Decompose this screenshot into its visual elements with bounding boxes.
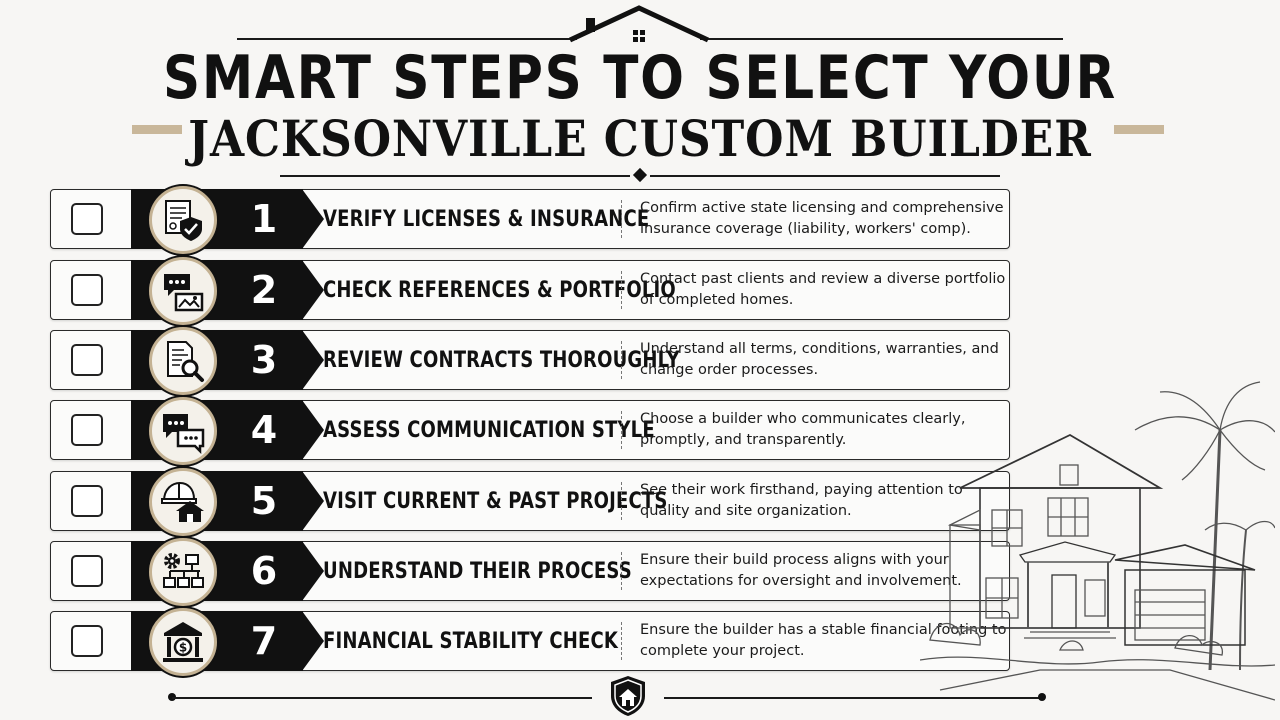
step-description: Ensure the builder has a stable financial footing to complete your project. <box>640 622 1007 659</box>
gear-flowchart-icon <box>149 538 217 606</box>
band-arrow <box>302 541 324 601</box>
step-number: 1 <box>250 197 278 241</box>
document-magnifier-icon <box>149 327 217 395</box>
step-description: Ensure their build process aligns with your expectations for oversight and involvement. <box>640 552 962 589</box>
step-title: VERIFY LICENSES & INSURANCE <box>323 207 650 232</box>
page-title-line1: SMART STEPS TO SELECT YOUR <box>163 43 1117 113</box>
step-title: REVIEW CONTRACTS THOROUGHLY <box>323 348 680 373</box>
step-checkbox[interactable] <box>71 344 103 376</box>
dashed-divider <box>621 271 622 309</box>
step-checkbox[interactable] <box>71 414 103 446</box>
step-number: 4 <box>250 408 278 452</box>
diamond-ornament <box>633 168 647 182</box>
step-row <box>50 400 1010 460</box>
step-row <box>50 541 1010 601</box>
step-number: 3 <box>250 338 278 382</box>
step-description: See their work firsthand, paying attention to quality and site organization. <box>640 482 963 519</box>
step-title: ASSESS COMMUNICATION STYLE <box>323 418 655 443</box>
footer-rule-right <box>664 697 1040 699</box>
footer-rule-left <box>172 697 592 699</box>
subtitle-rule-right <box>650 175 1000 177</box>
house-shield-icon <box>608 674 648 718</box>
step-description: Confirm active state licensing and comprehensive insurance coverage (liability, workers' comp). <box>640 200 1004 237</box>
step-checkbox[interactable] <box>71 555 103 587</box>
step-number: 5 <box>250 479 278 523</box>
band-arrow <box>302 611 324 671</box>
bank-dollar-icon <box>149 608 217 676</box>
step-title: CHECK REFERENCES & PORTFOLIO <box>323 278 676 303</box>
header-rule-right <box>700 38 1063 40</box>
step-checkbox[interactable] <box>71 203 103 235</box>
band-arrow <box>302 189 324 249</box>
step-description: Understand all terms, conditions, warranties, and change order processes. <box>640 341 999 378</box>
house-roof-icon <box>562 4 716 48</box>
footer-dot-right <box>1038 693 1046 701</box>
step-description: Choose a builder who communicates clearly, promptly, and transparently. <box>640 411 966 448</box>
step-number: 7 <box>250 619 278 663</box>
page-title-line2: JACKSONVILLE CUSTOM BUILDER <box>188 109 1092 168</box>
step-row <box>50 330 1010 390</box>
step-checkbox[interactable] <box>71 625 103 657</box>
certificate-shield-icon <box>149 186 217 254</box>
band-arrow <box>302 471 324 531</box>
step-row <box>50 189 1010 249</box>
speech-bubbles-icon <box>149 397 217 465</box>
step-checkbox[interactable] <box>71 485 103 517</box>
step-title: VISIT CURRENT & PAST PROJECTS <box>323 489 668 514</box>
dashed-divider <box>621 622 622 660</box>
dashed-divider <box>621 482 622 520</box>
svg-text:$: $ <box>178 640 188 655</box>
step-description: Contact past clients and review a diverse portfolio of completed homes. <box>640 271 1006 308</box>
step-number: 6 <box>250 549 278 593</box>
hardhat-house-icon <box>149 468 217 536</box>
band-arrow <box>302 330 324 390</box>
step-number: 2 <box>250 268 278 312</box>
subtitle-rule-left <box>280 175 630 177</box>
step-row <box>50 260 1010 320</box>
step-title: FINANCIAL STABILITY CHECK <box>323 629 619 654</box>
dashed-divider <box>621 411 622 449</box>
dashed-divider <box>621 200 622 238</box>
dashed-divider <box>621 341 622 379</box>
step-row <box>50 471 1010 531</box>
house-illustration <box>920 370 1275 715</box>
header-rule-left <box>237 38 577 40</box>
chat-photos-icon <box>149 257 217 325</box>
step-title: UNDERSTAND THEIR PROCESS <box>323 559 632 584</box>
step-checkbox[interactable] <box>71 274 103 306</box>
band-arrow <box>302 400 324 460</box>
step-row <box>50 611 1010 671</box>
band-arrow <box>302 260 324 320</box>
dashed-divider <box>621 552 622 590</box>
